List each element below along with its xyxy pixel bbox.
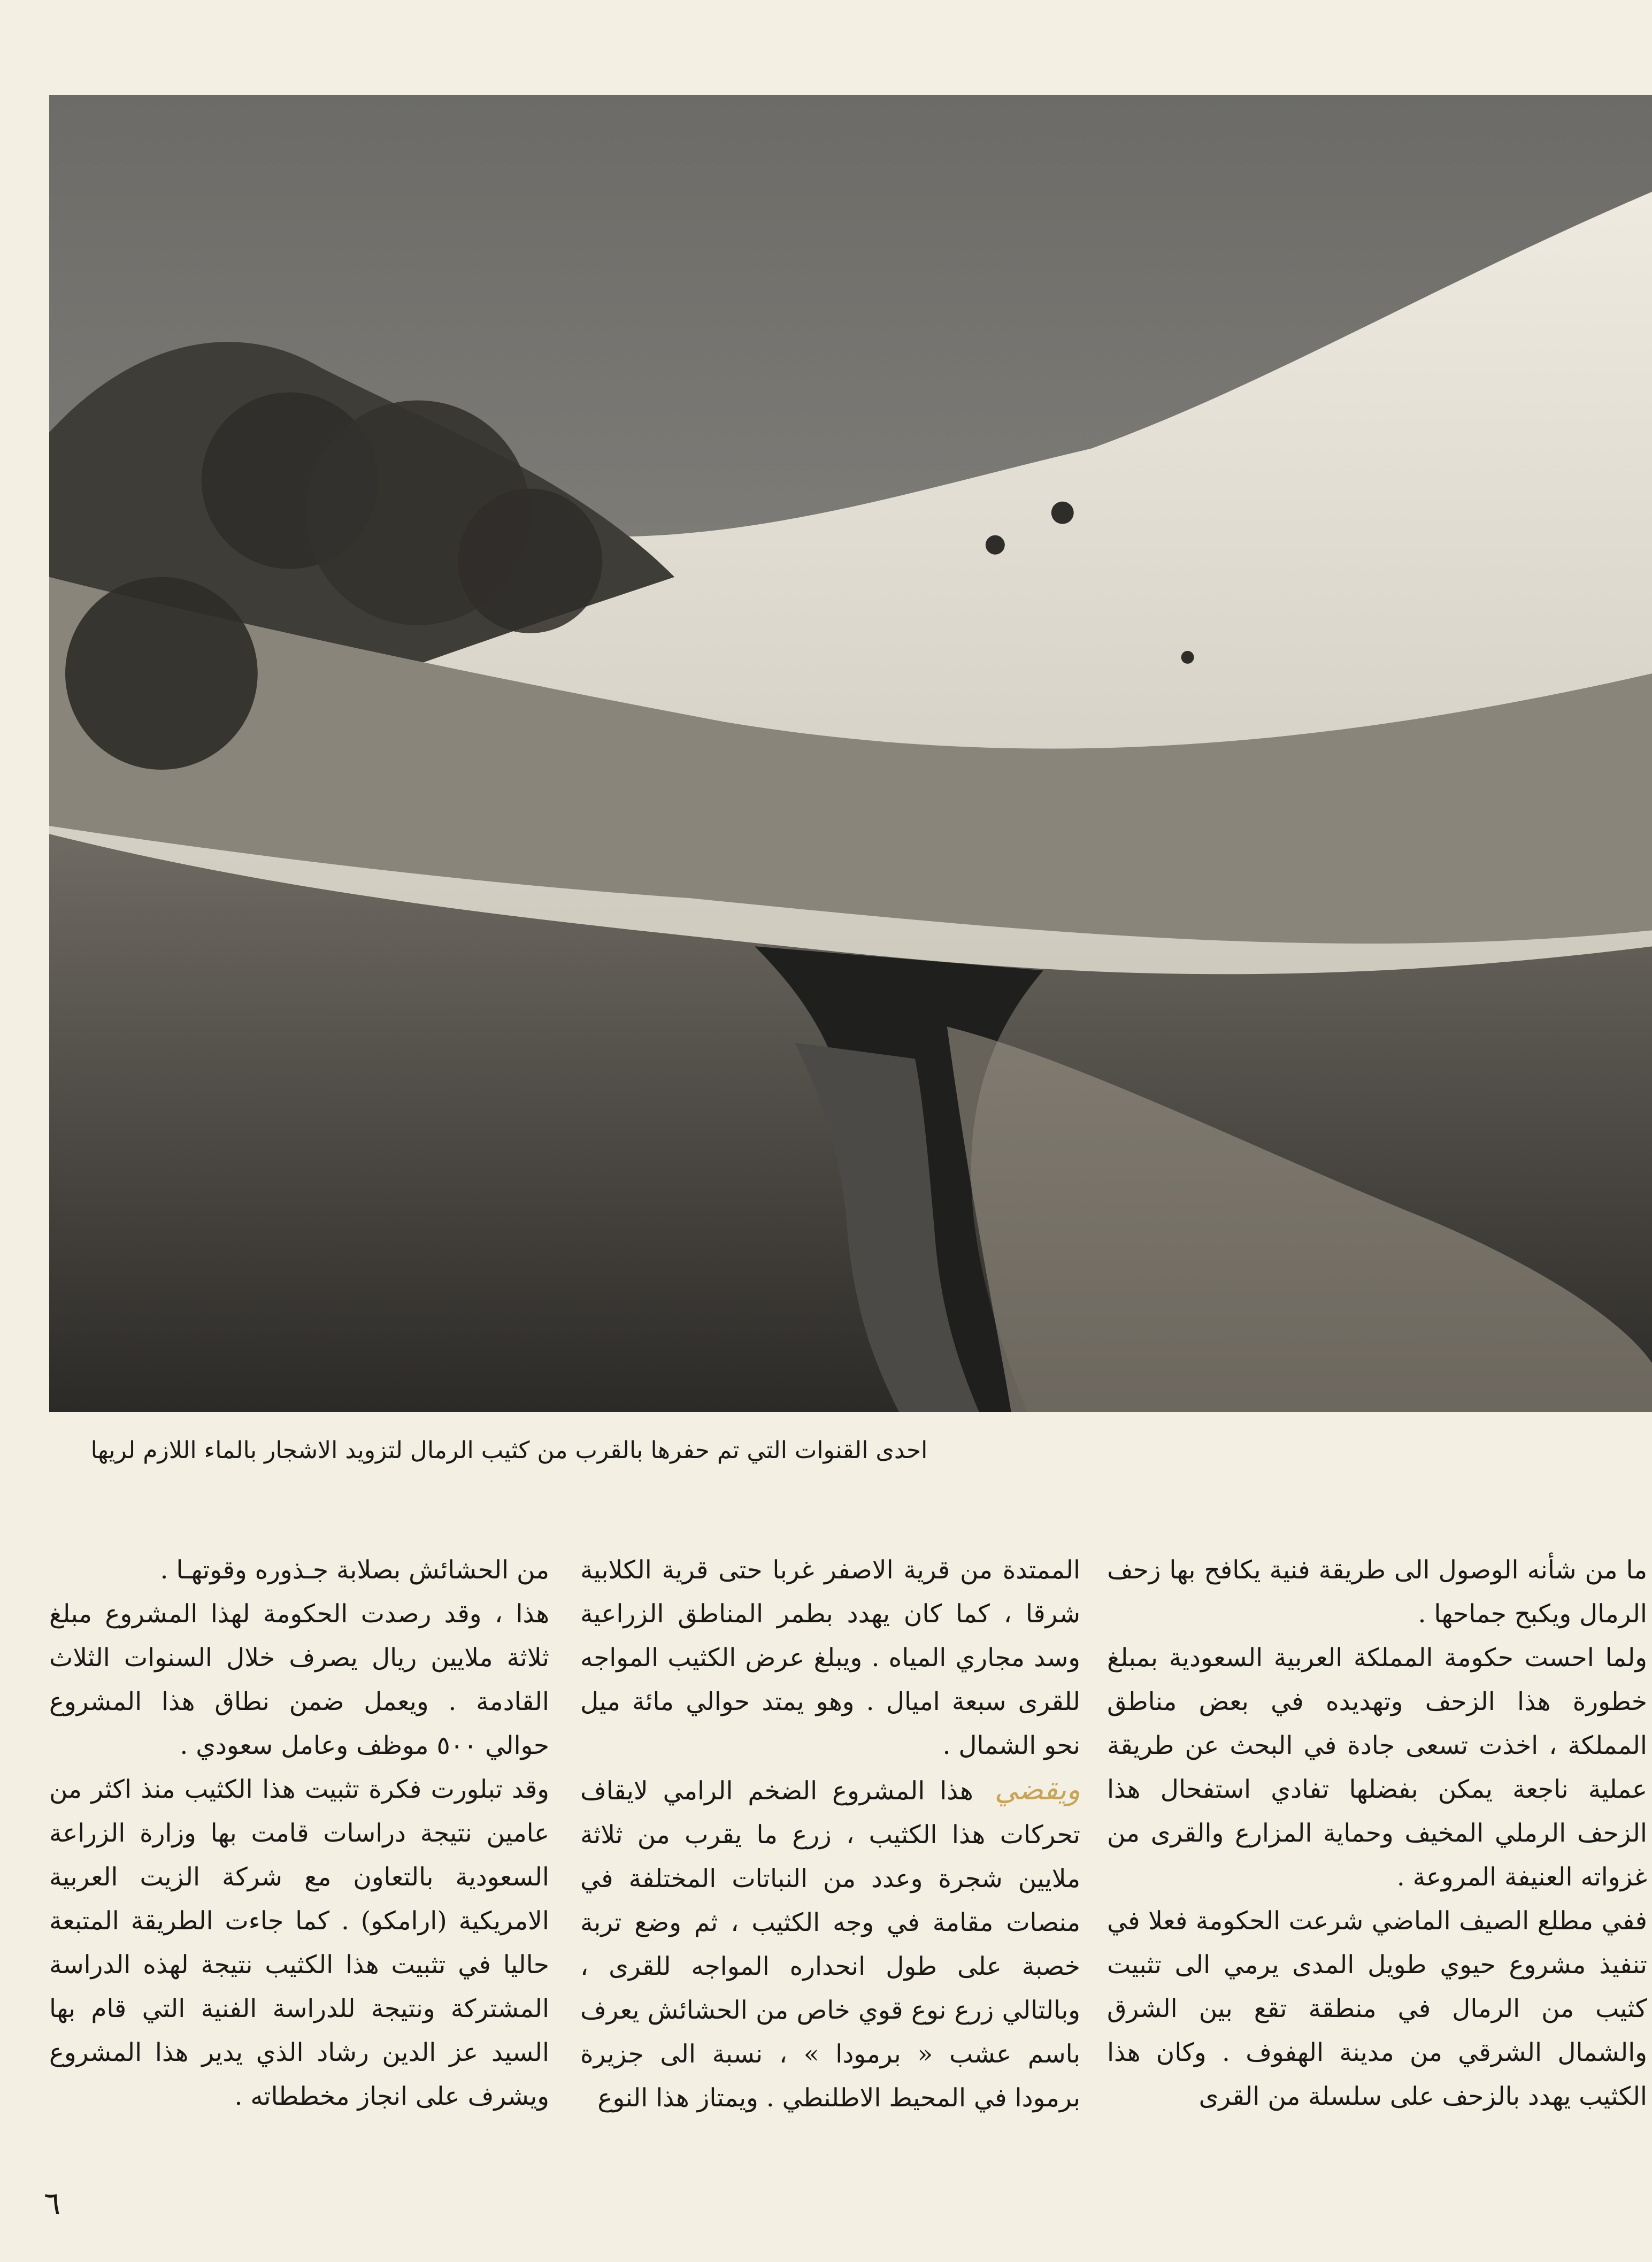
stylized-opening-word: ويقضي	[994, 1773, 1080, 1806]
paragraph-with-opening-word	[580, 1768, 1080, 2120]
article-column-middle	[580, 1548, 1080, 2174]
article-column-left	[49, 1548, 549, 2174]
photo-sand-dune-canal	[49, 95, 1652, 1412]
photo-caption: احدى القنوات التي تم حفرها بالقرب من كثيب الرمال لتزويد الاشجار بالماء اللازم لريها	[90, 1437, 928, 1464]
article-column-right	[1107, 1548, 1647, 2174]
paragraph: الممتدة من قرية الاصفر غربا حتى قرية الكلابية شرقا ، كما كان يهدد بطمر المناطق الزراعية وسد مجاري المياه . ويبلغ عرض الكثيب المواجه للقرى سبعة اميال . وهو يمتد حوالي مائة ميل نحو الشمال .	[580, 1555, 1080, 1760]
paragraph: هذا ، وقد رصدت الحكومة لهذا المشروع مبلغ ثلاثة ملايين ريال يصرف خلال السنوات الثلاث القادمة . ويعمل ضمن نطاق هذا المشروع حوالي ٥٠٠ موظف وعامل سعودي .	[49, 1599, 549, 1760]
paragraph: من الحشائش بصلابة جـذوره وقوتهـا .	[160, 1555, 549, 1585]
paragraph-text: هذا المشروع الضخم الرامي لايقاف تحركات هذا الكثيب ، زرع ما يقرب من ثلاثة ملايين شجرة وعدد من النباتات المختلفة في منصات مقامة في وجه الكثيب ، ثم وضع تربة خصبة على طول انحداره المواجه للقرى ، وبالتالي زرع نوع قوي خاص من الحشائش يعرف باسم عشب « برمودا » ، نسبة الى جزيرة برمودا في المحيط الاطلنطي . ويمتاز هذا النوع	[580, 1776, 1080, 2113]
paragraph: ما من شأنه الوصول الى طريقة فنية يكافح بها زحف الرمال ويكبح جماحها .	[1107, 1555, 1647, 1629]
photo-graphic	[49, 95, 1652, 1412]
paragraph: ولما احست حكومة المملكة العربية السعودية بمبلغ خطورة هذا الزحف وتهديده في بعض مناطق المملكة ، اخذت تسعى جادة في البحث عن طريقة عملية ناجعة يمكن بفضلها تفادي استفحال هذا الزحف الرملي المخيف وحماية المزارع والقرى من غزواته العنيفة المروعة .	[1107, 1643, 1647, 1892]
page-number: ٦	[44, 2185, 61, 2221]
paragraph: وقد تبلورت فكرة تثبيت هذا الكثيب منذ اكثر من عامين نتيجة دراسات قامت بها وزارة الزراعة السعودية بالتعاون مع شركة الزيت العربية الامريكية (ارامكو) . كما جاءت الطريقة المتبعة حاليا في تثبيت هذا الكثيب نتيجة لهذه الدراسة المشتركة ونتيجة للدراسة الفنية التي قام بها السيد عز الدين رشاد الذي يدير هذا المشروع ويشرف على انجاز مخططاته .	[49, 1775, 549, 2111]
paragraph: ففي مطلع الصيف الماضي شرعت الحكومة فعلا في تنفيذ مشروع حيوي طويل المدى يرمي الى تثبيت كثيب من الرمال في منطقة تقع بين الشرق والشمال الشرقي من مدينة الهفوف . وكان هذا الكثيب يهدد بالزحف على سلسلة من القرى	[1107, 1906, 1647, 2111]
